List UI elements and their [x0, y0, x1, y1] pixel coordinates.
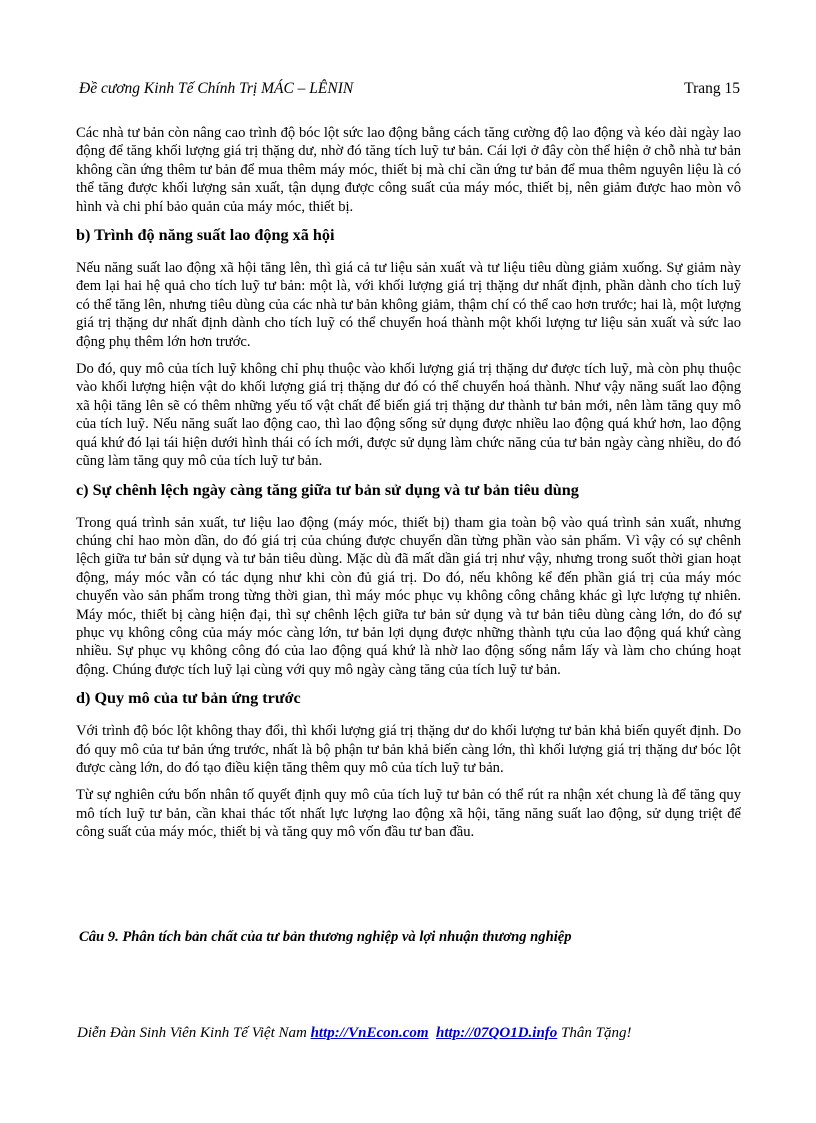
vnecon-link[interactable]: http://VnEcon.com	[310, 1025, 429, 1041]
main-content	[76, 124, 741, 851]
paragraph: Các nhà tư bản còn nâng cao trình độ bóc lột sức lao động bằng cách tăng cường độ lao động và kéo dài ngày lao động để tăng khối lượng giá trị thặng dư, nhờ đó tăng tích luỹ tư bản. Cái lợi ở đây còn thể hiện ở chỗ nhà tư bản không cần ứng thêm tư bản để mua thêm máy móc, thiết bị mà chỉ cần ứng tư bản để mua thêm nguyên liệu là có thể tăng được khối lượng sản xuất, tận dụng được công suất của máy móc, thiết bị, nên giảm được hao mòn vô hình và chi phí bảo quản của máy móc, thiết bị.	[76, 125, 741, 215]
paragraph: Nếu năng suất lao động xã hội tăng lên, thì giá cả tư liệu sản xuất và tư liệu tiêu dùng giảm xuống. Sự giảm này đem lại hai hệ quả cho tích luỹ tư bản: một là, với khối lượng giá trị thặng dư nhất định, phần dành cho tích luỹ có thể tăng lên, nhưng tiêu dùng của các nhà tư bản không giảm, thậm chí có thể cao hơn trước; hai là, một lượng giá trị thặng dư nhất định dành cho tích luỹ có thể chuyển hoá thành một khối lượng tư liệu sản xuất và sức lao động phụ thêm lớn hơn trước.	[76, 260, 741, 350]
paragraph: Trong quá trình sản xuất, tư liệu lao động (máy móc, thiết bị) tham gia toàn bộ vào quá trình sản xuất, nhưng chúng chỉ hao mòn dần, do đó giá trị của chúng được chuyển dần từng phần vào sản phẩm. Vì vậy có sự chênh lệch giữa tư bản sử dụng và tư bản tiêu dùng. Mặc dù đã mất dần giá trị như vậy, nhưng trong suốt thời gian hoạt động, máy móc vẫn có tác dụng như khi còn đủ giá trị. Do đó, nếu không kể đến phần giá trị của máy móc chuyển vào sản phẩm trong từng thời gian, thì máy móc phục vụ không công chẳng khác gì lực lượng tự nhiên. Máy móc, thiết bị càng hiện đại, thì sự chênh lệch giữa tư bản sử dụng và tư bản tiêu dùng càng lớn, do đó sự phục vụ không công của máy móc càng lớn, tư bản lợi dụng được những thành tựu của lao động quá khứ càng nhiều. Sự phục vụ không công đó của lao động quá khứ là nhờ lao động sống nắm lấy và làm cho chúng hoạt động. Chúng được tích luỹ lại cùng với quy mô ngày càng tăng của tích luỹ tư bản.	[76, 514, 741, 678]
section-heading-d: d) Quy mô của tư bản ứng trước	[76, 689, 301, 708]
paragraph: Từ sự nghiên cứu bốn nhân tố quyết định quy mô của tích luỹ tư bản có thể rút ra nhận xét chung là để tăng quy mô tích luỹ tư bản, cần khai thác tốt nhất lực lượng lao động xã hội, tăng năng suất lao động, sử dụng triệt để công suất của máy móc, thiết bị và tăng quy mô vốn đầu tư ban đầu.	[76, 787, 741, 841]
paragraph: Với trình độ bóc lột không thay đổi, thì khối lượng giá trị thặng dư do khối lượng tư bản khả biến quyết định. Do đó quy mô của tư bản ứng trước, nhất là bộ phận tư bản khả biến càng lớn, thì khối lượng giá trị thặng dư bóc lột được càng lớn, do đó tạo điều kiện tăng thêm quy mô của tích luỹ tư bản.	[76, 723, 741, 776]
footer-text: Diễn Đàn Sinh Viên Kinh Tế Việt Nam	[77, 1025, 311, 1041]
paragraph: Do đó, quy mô của tích luỹ không chỉ phụ thuộc vào khối lượng giá trị thặng dư được tích luỹ, mà còn phụ thuộc vào khối lượng hiện vật do khối lượng giá trị thặng dư đó có thể chuyển hoá thành. Như vậy năng suất lao động xã hội tăng lên sẽ có thêm những yếu tố vật chất để biến giá trị thặng dư thành tư bản mới, nên làm tăng quy mô của tích luỹ. Nếu năng suất lao động cao, thì lao động sống sử dụng được nhiều lao động quá khứ hơn, lao động quá khứ đó lại tái hiện dưới hình thái có ích mới, được sử dụng làm chức năng của tư bản ngày càng nhiều, do đó cũng làm tăng quy mô của tích luỹ tư bản.	[76, 361, 741, 470]
section-heading-c: c) Sự chênh lệch ngày càng tăng giữa tư bản sử dụng và tư bản tiêu dùng	[76, 480, 579, 499]
page-number: Trang 15	[684, 80, 740, 97]
07qo1d-link[interactable]: http://07QO1D.info	[436, 1025, 558, 1041]
document-title: Đề cương Kinh Tế Chính Trị MÁC – LÊNIN	[79, 80, 354, 97]
page-footer	[77, 1025, 740, 1042]
footer-suffix: Thân Tặng!	[557, 1025, 632, 1041]
section-heading-b: b) Trình độ năng suất lao động xã hội	[76, 226, 335, 245]
question-heading: Câu 9. Phân tích bản chất của tư bản thương nghiệp và lợi nhuận thương nghiệp	[79, 929, 572, 945]
page-header	[79, 80, 740, 102]
